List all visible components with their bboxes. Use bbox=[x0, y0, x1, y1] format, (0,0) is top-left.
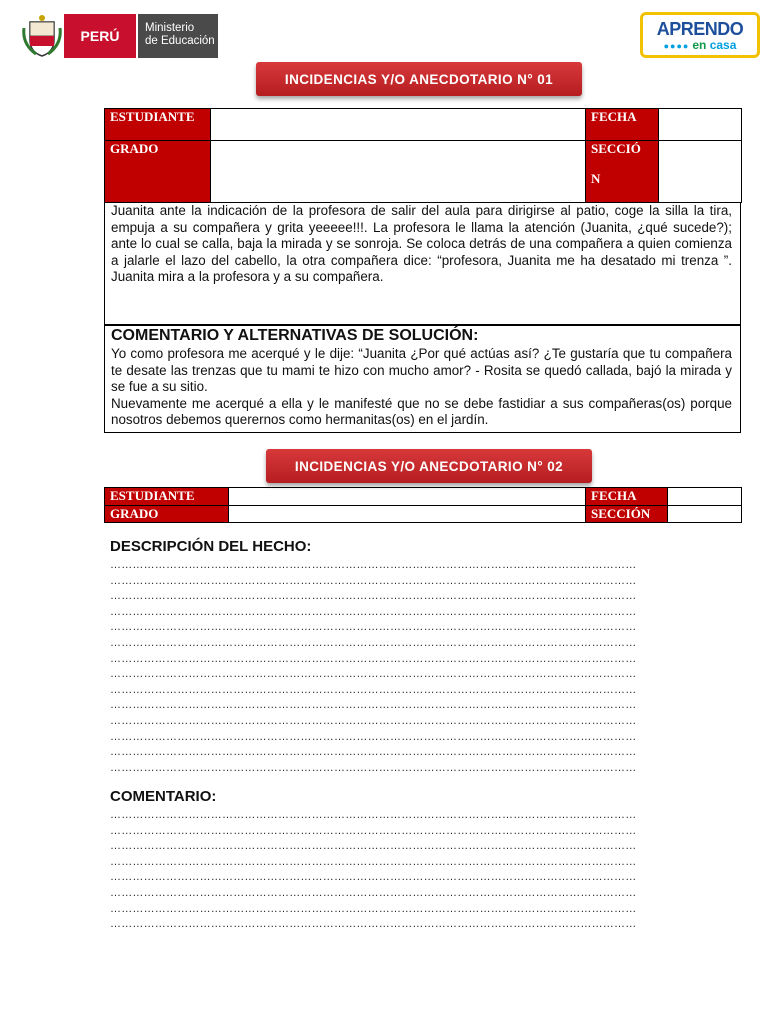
writing-line[interactable]: …………………………………………………………………………………………………………………………… bbox=[110, 809, 637, 821]
writing-line[interactable]: …………………………………………………………………………………………………………………………… bbox=[110, 840, 637, 853]
ministry-line-2: de Educación bbox=[145, 35, 215, 47]
writing-line[interactable]: …………………………………………………………………………………………………………………………… bbox=[110, 824, 637, 837]
comment-paragraph-2: Nuevamente me acerqué a ella y le manifesté que no se debe fastidiar a sus compañeras(os) porque nosotros debemos querernos como hermanitas(os) en el jardín. bbox=[111, 395, 732, 428]
writing-line[interactable]: …………………………………………………………………………………………………………………………… bbox=[110, 699, 637, 712]
date-field[interactable] bbox=[668, 488, 742, 506]
writing-line[interactable]: …………………………………………………………………………………………………………………………… bbox=[110, 605, 637, 618]
ministry-logo bbox=[22, 12, 215, 60]
aprendo-en-casa-logo bbox=[640, 12, 760, 58]
comment-title: COMENTARIO Y ALTERNATIVAS DE SOLUCIÓN: bbox=[111, 327, 479, 344]
brand-line-2: ●●●● en casa bbox=[663, 38, 737, 52]
writing-line[interactable]: …………………………………………………………………………………………………………………………… bbox=[110, 730, 637, 743]
section-label: SECCIÓN bbox=[586, 506, 668, 523]
record-1-comment-box bbox=[104, 325, 741, 433]
writing-line[interactable]: …………………………………………………………………………………………………………………………… bbox=[110, 683, 637, 696]
grade-label: GRADO bbox=[105, 506, 229, 523]
writing-line[interactable]: …………………………………………………………………………………………………………………………… bbox=[110, 652, 637, 665]
grade-field[interactable] bbox=[229, 506, 586, 523]
student-label: ESTUDIANTE bbox=[105, 488, 229, 506]
student-label: ESTUDIANTE bbox=[105, 109, 211, 141]
grade-label: GRADO bbox=[105, 141, 211, 203]
record-1-info-table bbox=[104, 108, 742, 203]
writing-line[interactable]: …………………………………………………………………………………………………………………………… bbox=[110, 871, 637, 884]
grade-field[interactable] bbox=[211, 141, 586, 203]
record-2-info-table bbox=[104, 487, 742, 523]
writing-line[interactable]: …………………………………………………………………………………………………………………………… bbox=[110, 574, 637, 587]
comment-paragraph-1: Yo como profesora me acerqué y le dije: “Juanita ¿Por qué actúas así? ¿Te gustaría que tu compañera te desate las trenzas que tu mami te hizo con mucho amor? - Rosita se quedó callada, bajó la mirada y se fue a su sitio. bbox=[111, 346, 732, 395]
writing-line[interactable]: …………………………………………………………………………………………………………………………… bbox=[110, 668, 637, 681]
ministry-line-1: Ministerio bbox=[145, 22, 195, 34]
writing-line[interactable]: …………………………………………………………………………………………………………………………… bbox=[110, 761, 637, 774]
date-label: FECHA bbox=[586, 488, 668, 506]
record-1-narrative: Juanita ante la indicación de la profesora de salir del aula para dirigirse al patio, coge la silla la tira, empuja a su compañera y grita yeeeee!!!. La profesora le llama la atención (Juanita, ¿qué sucede?); ante lo cual se calla, baja la mirada y se sonroja. Se coloca detrás de una compañera a quien comienza a jalarle el lazo del cabello, la otra compañera dice: “profesora, Juanita me ha desatado mi trenza ”. Juanita mira a la profesora y a su compañera. bbox=[104, 202, 741, 325]
writing-line[interactable]: …………………………………………………………………………………………………………………………… bbox=[110, 887, 637, 899]
record-2-banner: INCIDENCIAS Y/O ANECDOTARIO N° 02 bbox=[266, 449, 592, 483]
writing-line[interactable]: …………………………………………………………………………………………………………………………… bbox=[110, 559, 637, 571]
writing-line[interactable]: …………………………………………………………………………………………………………………………… bbox=[110, 855, 637, 868]
brand-line-1: APRENDO bbox=[656, 19, 744, 39]
date-field[interactable] bbox=[659, 109, 742, 141]
writing-line[interactable]: …………………………………………………………………………………………………………………………… bbox=[110, 746, 637, 759]
section-field[interactable] bbox=[668, 506, 742, 523]
section-field[interactable] bbox=[659, 141, 742, 203]
description-title: DESCRIPCIÓN DEL HECHO: bbox=[110, 538, 312, 555]
writing-line[interactable]: …………………………………………………………………………………………………………………………… bbox=[110, 918, 637, 931]
dots-icon: ●●●● bbox=[663, 41, 690, 51]
writing-line[interactable]: …………………………………………………………………………………………………………………………… bbox=[110, 902, 637, 915]
comment-title: COMENTARIO: bbox=[110, 788, 217, 805]
coat-of-arms-icon bbox=[22, 14, 62, 58]
section-label: SECCIÓ N bbox=[586, 141, 659, 203]
peru-label: PERÚ bbox=[64, 14, 136, 58]
ministry-name bbox=[138, 14, 218, 58]
student-field[interactable] bbox=[229, 488, 586, 506]
writing-line[interactable]: …………………………………………………………………………………………………………………………… bbox=[110, 715, 637, 727]
writing-line[interactable]: …………………………………………………………………………………………………………………………… bbox=[110, 621, 637, 634]
date-label: FECHA bbox=[586, 109, 659, 141]
writing-line[interactable]: …………………………………………………………………………………………………………………………… bbox=[110, 590, 637, 603]
writing-line[interactable]: …………………………………………………………………………………………………………………………… bbox=[110, 637, 637, 649]
record-1-banner: INCIDENCIAS Y/O ANECDOTARIO N° 01 bbox=[256, 62, 582, 96]
student-field[interactable] bbox=[211, 109, 586, 141]
